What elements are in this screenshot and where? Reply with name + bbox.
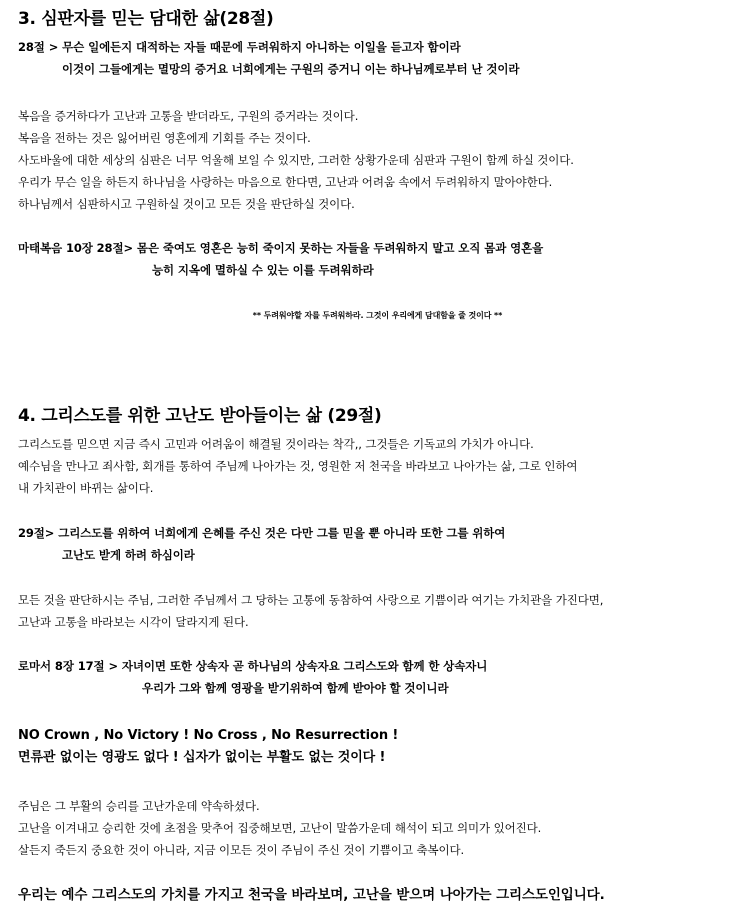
- section3-heading: 3. 심판자를 믿는 담대한 삶(28절): [18, 9, 274, 29]
- section4-romans-line2: 우리가 그와 함께 영광을 받기위하여 함께 받아야 할 것이니라: [142, 681, 449, 695]
- section4-para1-line3: 내 가치관이 바뀌는 삶이다.: [18, 481, 154, 495]
- section4-para3-line3: 살든지 죽든지 중요한 것이 아니라, 지금 이모든 것이 주님이 주신 것이 기쁨이고 축복이다.: [18, 843, 465, 857]
- section4-para2-line1: 모든 것을 판단하시는 주님, 그러한 주님께서 그 당하는 고통에 동참하여 사랑으로 기쁨이라 여기는 가치관을 가진다면,: [18, 593, 604, 607]
- section4-verse-line2: 고난도 받게 하려 하심이라: [62, 548, 195, 562]
- section3-matthew-line2: 능히 지옥에 멸하실 수 있는 이를 두려워하라: [152, 263, 374, 277]
- section3-para-line4: 우리가 무슨 일을 하든지 하나님을 사랑하는 마음으로 한다면, 고난과 어려움 속에서 두려워하지 말아야한다.: [18, 175, 553, 189]
- section4-verse-line1: 29절> 그리스도를 위하여 너희에게 은혜를 주신 것은 다만 그를 믿을 뿐 아니라 또한 그를 위하여: [18, 526, 506, 540]
- section3-para-line1: 복음을 증거하다가 고난과 고통을 받더라도, 구원의 증거라는 것이다.: [18, 109, 359, 123]
- section4-slogan-en: NO Crown , No Victory ! No Cross , No Resurrection !: [18, 728, 399, 743]
- section3-verse-line1: 28절 > 무슨 일에든지 대적하는 자들 때문에 두려워하지 아니하는 이일을 듣고자 함이라: [18, 40, 461, 54]
- section4-heading: 4. 그리스도를 위한 고난도 받아들이는 삶 (29절): [18, 406, 382, 426]
- section4-para2-line2: 고난과 고통을 바라보는 시각이 달라지게 된다.: [18, 615, 249, 629]
- section4-para3-line1: 주님은 그 부활의 승리를 고난가운데 약속하셨다.: [18, 799, 260, 813]
- section4-romans-line1: 로마서 8장 17절 > 자녀이면 또한 상속자 곧 하나님의 상속자요 그리스도와 함께 한 상속자니: [18, 659, 488, 673]
- section3-para-line2: 복음을 전하는 것은 잃어버린 영혼에게 기회를 주는 것이다.: [18, 131, 311, 145]
- section4-slogan-ko: 면류관 없이는 영광도 없다 ! 십자가 없이는 부활도 없는 것이다 !: [18, 750, 386, 765]
- section3-para-line3: 사도바울에 대한 세상의 심판은 너무 억울해 보일 수 있지만, 그러한 상황가운데 심판과 구원이 함께 하실 것이다.: [18, 153, 574, 167]
- section4-conclusion: 우리는 예수 그리스도의 가치를 가지고 천국을 바라보며, 고난을 받으며 나아가는 그리스도인입니다.: [18, 887, 605, 903]
- section3-para-line5: 하나님께서 심판하시고 구원하실 것이고 모든 것을 판단하실 것이다.: [18, 197, 355, 211]
- section3-matthew-line1: 마태복음 10장 28절> 몸은 죽여도 영혼은 능히 죽이지 못하는 자들을 두려워하지 말고 오직 몸과 영혼을: [18, 241, 544, 255]
- section4-para1-line2: 예수님을 만나고 죄사함, 회개를 통하여 주님께 나아가는 것, 영원한 저 천국을 바라보고 나아가는 삶, 그로 인하여: [18, 459, 578, 473]
- section4-para3-line2: 고난을 이겨내고 승리한 것에 초점을 맞추어 집중해보면, 고난이 말씀가운데 해석이 되고 의미가 있어진다.: [18, 821, 542, 835]
- section4-para1-line1: 그리스도를 믿으면 지금 즉시 고민과 어려움이 해결될 것이라는 착각,, 그것들은 기독교의 가치가 아니다.: [18, 437, 534, 451]
- section3-highlight: ** 두려워야할 자를 두려워하라. 그것이 우리에게 담대함을 줄 것이다 **: [252, 311, 503, 320]
- section3-verse-line2: 이것이 그들에게는 멸망의 증거요 너희에게는 구원의 증거니 이는 하나님께로부터 난 것이라: [62, 62, 520, 76]
